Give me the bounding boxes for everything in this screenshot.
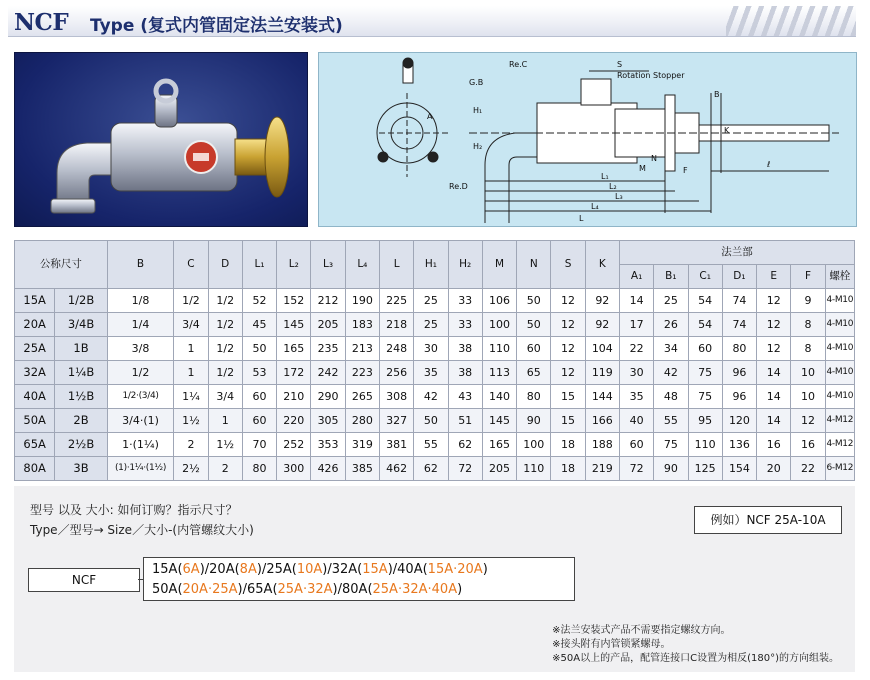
label-s: S <box>617 60 623 69</box>
table-row <box>15 361 855 385</box>
table-cell-bolt: 4-M12 <box>825 409 854 433</box>
header-flange-col: B₁ <box>654 265 688 289</box>
table-cell-n: 80 <box>517 385 551 409</box>
size-base: 50A <box>152 582 178 597</box>
table-cell-n: 50 <box>517 313 551 337</box>
size-separator: / <box>337 582 342 597</box>
table-cell-s: 15 <box>551 385 585 409</box>
table-cell-e: 12 <box>757 289 791 313</box>
table-cell-l3: 205 <box>311 313 345 337</box>
size-base: 40A <box>397 562 423 577</box>
table-cell-c: 1½ <box>174 409 208 433</box>
table-cell-d1: 154 <box>722 457 756 481</box>
ordering-line-1: 型号 以及 大小: 如何订购？指示尺寸？ <box>30 503 238 517</box>
table-cell-m: 140 <box>482 385 516 409</box>
table-cell-l1: 50 <box>242 337 276 361</box>
table-cell-f: 16 <box>791 433 825 457</box>
size-option: 8A <box>239 562 257 577</box>
size-option: 15A·20A <box>427 562 483 577</box>
header-size: 公称尺寸 <box>15 241 108 289</box>
label-red: Re.D <box>449 182 468 191</box>
table-cell-k: 166 <box>585 409 619 433</box>
size-base: 65A <box>247 582 273 597</box>
table-cell-l2: 145 <box>277 313 311 337</box>
table-cell-n: 100 <box>517 433 551 457</box>
table-cell-h2: 72 <box>448 457 482 481</box>
size-base: 20A <box>209 562 235 577</box>
table-cell-d: 3/4 <box>208 385 242 409</box>
table-cell-e: 14 <box>757 385 791 409</box>
table-cell-d1: 80 <box>722 337 756 361</box>
size-a-cell: 25A <box>15 337 55 361</box>
decorative-stripes <box>726 6 856 36</box>
size-b-cell: 1B <box>55 337 107 361</box>
table-cell-f: 8 <box>791 337 825 361</box>
table-cell-h1: 55 <box>414 433 448 457</box>
table-cell-l2: 300 <box>277 457 311 481</box>
size-option: 6A <box>182 562 200 577</box>
label-h2: H₂ <box>473 142 483 151</box>
header-col: H₁ <box>414 241 448 289</box>
table-cell-k: 119 <box>585 361 619 385</box>
table-cell-l1: 70 <box>242 433 276 457</box>
table-cell-h2: 51 <box>448 409 482 433</box>
table-row <box>15 337 855 361</box>
label-l3: L₃ <box>615 192 623 201</box>
table-cell-b1: 25 <box>654 289 688 313</box>
table-cell-c1: 125 <box>688 457 722 481</box>
model-box: NCF <box>28 568 140 592</box>
size-base: 25A <box>266 562 292 577</box>
ordering-instructions <box>30 500 254 540</box>
table-cell-bolt: 6-M12 <box>825 457 854 481</box>
table-cell-b1: 34 <box>654 337 688 361</box>
table-cell-l3: 242 <box>311 361 345 385</box>
label-k: K <box>724 126 730 135</box>
table-cell-k: 104 <box>585 337 619 361</box>
table-cell-a1: 35 <box>619 385 653 409</box>
table-cell-m: 113 <box>482 361 516 385</box>
table-cell-m: 106 <box>482 289 516 313</box>
table-header-row <box>15 241 855 265</box>
header-flange-col: 螺栓 <box>825 265 854 289</box>
table-row <box>15 409 855 433</box>
model-title: NCF <box>14 9 69 36</box>
table-cell-s: 15 <box>551 409 585 433</box>
header-col: M <box>482 241 516 289</box>
table-cell-h1: 35 <box>414 361 448 385</box>
header-col: S <box>551 241 585 289</box>
ordering-panel <box>14 486 855 672</box>
table-cell-bolt: 4-M10 <box>825 361 854 385</box>
size-option: 10A <box>296 562 323 577</box>
table-cell-l: 256 <box>379 361 413 385</box>
rotary-joint-illustration <box>15 53 307 226</box>
size-base: 15A <box>152 562 178 577</box>
table-cell-l: 225 <box>379 289 413 313</box>
table-row <box>15 433 855 457</box>
table-cell-l3: 426 <box>311 457 345 481</box>
table-cell-k: 144 <box>585 385 619 409</box>
table-cell-e: 16 <box>757 433 791 457</box>
table-cell-m: 100 <box>482 313 516 337</box>
table-cell-b: 1·(1¼) <box>107 433 174 457</box>
table-cell-s: 12 <box>551 361 585 385</box>
header-col: D <box>208 241 242 289</box>
table-cell-l: 308 <box>379 385 413 409</box>
table-cell-l2: 165 <box>277 337 311 361</box>
table-cell-c: 2 <box>174 433 208 457</box>
label-a: A <box>427 112 433 121</box>
label-n: N <box>651 154 657 163</box>
table-cell-b1: 42 <box>654 361 688 385</box>
table-cell-h1: 42 <box>414 385 448 409</box>
table-cell-f: 10 <box>791 385 825 409</box>
header-col: H₂ <box>448 241 482 289</box>
table-cell-l: 248 <box>379 337 413 361</box>
table-cell-n: 90 <box>517 409 551 433</box>
ordering-line-2: Type／型号→ Size／大小-(内管螺纹大小) <box>30 523 254 537</box>
table-cell-m: 165 <box>482 433 516 457</box>
size-a-cell: 65A <box>15 433 55 457</box>
table-cell-f: 10 <box>791 361 825 385</box>
header-col: L₂ <box>277 241 311 289</box>
table-cell-c1: 95 <box>688 409 722 433</box>
table-cell-bolt: 4-M12 <box>825 433 854 457</box>
label-l4: L₄ <box>591 202 599 211</box>
table-cell-d: 1/2 <box>208 337 242 361</box>
note: ※50A以上的产品，配管连接口C设置为相反(180°)的方向组装。 <box>552 653 839 664</box>
table-cell-d: 2 <box>208 457 242 481</box>
table-cell-k: 219 <box>585 457 619 481</box>
table-cell-d1: 74 <box>722 289 756 313</box>
label-ell: ℓ <box>767 160 771 169</box>
table-cell-b1: 55 <box>654 409 688 433</box>
table-cell-a1: 60 <box>619 433 653 457</box>
table-cell-c: 2½ <box>174 457 208 481</box>
size-option: 20A·25A <box>182 582 238 597</box>
table-row <box>15 289 855 313</box>
table-cell-l2: 220 <box>277 409 311 433</box>
size-b-cell: 3/4B <box>55 313 107 337</box>
label-m: M <box>639 164 646 173</box>
table-cell-bolt: 4-M10 <box>825 313 854 337</box>
table-cell-l4: 280 <box>345 409 379 433</box>
table-cell-c: 1 <box>174 337 208 361</box>
table-cell-c1: 75 <box>688 385 722 409</box>
table-cell-b: (1)·1¼·(1½) <box>107 457 174 481</box>
table-cell-e: 14 <box>757 409 791 433</box>
table-cell-l1: 45 <box>242 313 276 337</box>
size-a-cell: 50A <box>15 409 55 433</box>
table-cell-l3: 353 <box>311 433 345 457</box>
table-cell-l2: 172 <box>277 361 311 385</box>
example-box: 例如）NCF 25A-10A <box>694 506 842 534</box>
table-cell-l1: 53 <box>242 361 276 385</box>
table-cell-b: 1/4 <box>107 313 174 337</box>
table-cell-f: 8 <box>791 313 825 337</box>
table-cell-h1: 25 <box>414 313 448 337</box>
table-cell-h2: 38 <box>448 361 482 385</box>
label-b: B <box>714 90 720 99</box>
table-cell-c1: 60 <box>688 337 722 361</box>
table-cell-d: 1/2 <box>208 289 242 313</box>
header-col: N <box>517 241 551 289</box>
table-cell-h2: 62 <box>448 433 482 457</box>
header-col: C <box>174 241 208 289</box>
table-cell-l3: 212 <box>311 289 345 313</box>
label-l2: L₂ <box>609 182 617 191</box>
sizes-line-1: 15A(6A)/20A(8A)/25A(10A)/32A(15A)/40A(15A·20A) <box>152 562 488 577</box>
table-cell-a1: 30 <box>619 361 653 385</box>
header-col: B <box>107 241 174 289</box>
header-col: L₁ <box>242 241 276 289</box>
header-col: L₃ <box>311 241 345 289</box>
size-a-cell: 15A <box>15 289 55 313</box>
table-cell-b: 1/2 <box>107 361 174 385</box>
table-cell-l4: 190 <box>345 289 379 313</box>
label-rec: Re.C <box>509 60 528 69</box>
size-separator: / <box>392 562 398 577</box>
table-cell-d1: 96 <box>722 385 756 409</box>
table-cell-d: 1½ <box>208 433 242 457</box>
size-a-cell: 32A <box>15 361 55 385</box>
table-cell-l2: 210 <box>277 385 311 409</box>
title-bar <box>8 6 856 37</box>
size-a-cell: 40A <box>15 385 55 409</box>
table-cell-s: 18 <box>551 433 585 457</box>
table-cell-n: 50 <box>517 289 551 313</box>
label-l: L <box>579 214 584 223</box>
notes <box>552 624 839 666</box>
table-cell-l: 218 <box>379 313 413 337</box>
table-cell-h2: 33 <box>448 289 482 313</box>
table-cell-m: 110 <box>482 337 516 361</box>
table-cell-b1: 90 <box>654 457 688 481</box>
table-cell-c1: 54 <box>688 289 722 313</box>
table-cell-d1: 96 <box>722 361 756 385</box>
table-cell-h1: 50 <box>414 409 448 433</box>
table-cell-d: 1/2 <box>208 361 242 385</box>
header-flange-col: E <box>757 265 791 289</box>
header-flange-col: C₁ <box>688 265 722 289</box>
table-cell-l1: 52 <box>242 289 276 313</box>
table-cell-l3: 235 <box>311 337 345 361</box>
size-b-cell: 2½B <box>55 433 107 457</box>
header-col: K <box>585 241 619 289</box>
size-separator: / <box>327 562 332 577</box>
table-cell-f: 9 <box>791 289 825 313</box>
table-cell-m: 205 <box>482 457 516 481</box>
table-row <box>15 457 855 481</box>
table-cell-bolt: 4-M10 <box>825 385 854 409</box>
label-h1: H₁ <box>473 106 483 115</box>
table-cell-n: 110 <box>517 457 551 481</box>
table-cell-c: 1 <box>174 361 208 385</box>
table-cell-e: 20 <box>757 457 791 481</box>
table-cell-s: 12 <box>551 289 585 313</box>
size-b-cell: 2B <box>55 409 107 433</box>
table-cell-h1: 25 <box>414 289 448 313</box>
table-cell-e: 12 <box>757 313 791 337</box>
size-b-cell: 3B <box>55 457 107 481</box>
label-l1: L₁ <box>601 172 609 181</box>
table-cell-l4: 183 <box>345 313 379 337</box>
header-flange-col: F <box>791 265 825 289</box>
label-gb: G.B <box>469 78 484 87</box>
table-cell-d1: 120 <box>722 409 756 433</box>
table-cell-l1: 60 <box>242 409 276 433</box>
table-cell-h2: 43 <box>448 385 482 409</box>
header-flange-col: A₁ <box>619 265 653 289</box>
table-cell-d: 1 <box>208 409 242 433</box>
table-cell-c1: 110 <box>688 433 722 457</box>
label-rotation-stopper: Rotation Stopper <box>617 71 685 80</box>
table-cell-s: 18 <box>551 457 585 481</box>
table-cell-k: 188 <box>585 433 619 457</box>
table-cell-b1: 26 <box>654 313 688 337</box>
header-col: L <box>379 241 413 289</box>
table-cell-l4: 213 <box>345 337 379 361</box>
table-cell-e: 12 <box>757 337 791 361</box>
table-row <box>15 313 855 337</box>
size-option: 25A·32A <box>277 582 333 597</box>
table-cell-l: 327 <box>379 409 413 433</box>
table-cell-l1: 60 <box>242 385 276 409</box>
table-cell-h1: 62 <box>414 457 448 481</box>
header-flange-col: D₁ <box>722 265 756 289</box>
size-base: 32A <box>331 562 358 577</box>
size-b-cell: 1/2B <box>55 289 107 313</box>
table-cell-c: 3/4 <box>174 313 208 337</box>
size-option: 25A·32A·40A <box>372 582 458 597</box>
table-cell-b: 1/8 <box>107 289 174 313</box>
table-cell-d1: 136 <box>722 433 756 457</box>
table-cell-b1: 48 <box>654 385 688 409</box>
table-cell-d: 1/2 <box>208 313 242 337</box>
table-cell-bolt: 4-M10 <box>825 337 854 361</box>
spec-table-body <box>15 289 855 481</box>
size-a-cell: 20A <box>15 313 55 337</box>
size-b-cell: 1½B <box>55 385 107 409</box>
table-cell-s: 12 <box>551 313 585 337</box>
table-cell-b: 3/4·(1) <box>107 409 174 433</box>
table-row <box>15 385 855 409</box>
table-cell-f: 22 <box>791 457 825 481</box>
table-cell-a1: 14 <box>619 289 653 313</box>
note: ※接头附有内管锁紧螺母。 <box>552 639 671 650</box>
table-cell-s: 12 <box>551 337 585 361</box>
table-cell-l3: 290 <box>311 385 345 409</box>
sizes-box <box>143 557 575 601</box>
table-cell-f: 12 <box>791 409 825 433</box>
label-f: F <box>683 166 688 175</box>
table-cell-a1: 72 <box>619 457 653 481</box>
table-cell-bolt: 4-M10 <box>825 289 854 313</box>
table-cell-l: 462 <box>379 457 413 481</box>
table-cell-a1: 17 <box>619 313 653 337</box>
header-flange: 法兰部 <box>619 241 854 265</box>
table-cell-a1: 22 <box>619 337 653 361</box>
drawing-svg <box>319 53 856 226</box>
table-cell-l4: 385 <box>345 457 379 481</box>
table-cell-b1: 75 <box>654 433 688 457</box>
type-title: Type (复式内管固定法兰安装式) <box>90 16 343 36</box>
size-option: 15A <box>362 562 388 577</box>
table-cell-l4: 265 <box>345 385 379 409</box>
table-cell-h2: 33 <box>448 313 482 337</box>
table-cell-h2: 38 <box>448 337 482 361</box>
table-cell-d1: 74 <box>722 313 756 337</box>
table-cell-n: 60 <box>517 337 551 361</box>
table-cell-m: 145 <box>482 409 516 433</box>
size-separator: / <box>204 562 210 577</box>
product-photo <box>14 52 308 227</box>
dimension-drawing <box>318 52 857 227</box>
table-cell-k: 92 <box>585 289 619 313</box>
table-cell-c: 1¼ <box>174 385 208 409</box>
table-cell-l4: 223 <box>345 361 379 385</box>
table-cell-c: 1/2 <box>174 289 208 313</box>
header-col: L₄ <box>345 241 379 289</box>
note: ※法兰安装式产品不需要指定螺纹方向。 <box>552 625 731 636</box>
table-cell-l3: 305 <box>311 409 345 433</box>
size-separator: / <box>242 582 247 597</box>
table-cell-a1: 40 <box>619 409 653 433</box>
table-cell-l2: 252 <box>277 433 311 457</box>
table-cell-l4: 319 <box>345 433 379 457</box>
sizes-line-2: 50A(20A·25A)/65A(25A·32A)/80A(25A·32A·40A) <box>152 582 463 597</box>
size-base: 80A <box>342 582 368 597</box>
size-separator: / <box>261 562 267 577</box>
table-cell-e: 14 <box>757 361 791 385</box>
size-b-cell: 1¼B <box>55 361 107 385</box>
table-cell-b: 1/2·(3/4) <box>107 385 174 409</box>
table-cell-c1: 54 <box>688 313 722 337</box>
spec-table <box>14 240 855 481</box>
table-cell-l1: 80 <box>242 457 276 481</box>
table-cell-k: 92 <box>585 313 619 337</box>
table-cell-h1: 30 <box>414 337 448 361</box>
table-cell-l2: 152 <box>277 289 311 313</box>
table-cell-l: 381 <box>379 433 413 457</box>
size-a-cell: 80A <box>15 457 55 481</box>
table-cell-n: 65 <box>517 361 551 385</box>
table-cell-c1: 75 <box>688 361 722 385</box>
table-cell-b: 3/8 <box>107 337 174 361</box>
